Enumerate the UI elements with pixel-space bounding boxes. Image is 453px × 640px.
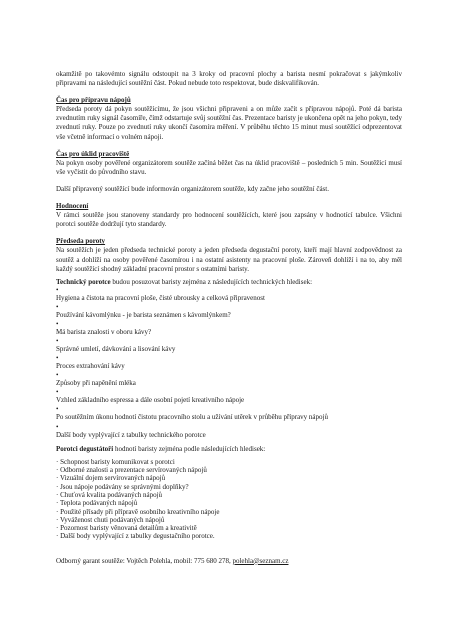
list-item: Správné umletí, dávkování a lisování kávy [56, 345, 176, 354]
list-item: Způsoby při napěnění mléka [56, 379, 136, 388]
footer-contact-text: Odborný garant soutěže: Vojtěch Polehla, mobil: 775 680 278, [56, 556, 233, 565]
technical-judges-lead-text: budou posuzovat baristy zejména z následujících technických hledisek: [110, 277, 313, 286]
list-item: Proces extrahování kávy [56, 362, 125, 371]
list-item: Další body vyplývající z tabulky technického porotce [56, 430, 206, 439]
heading-preparation-time: Čas pro přípravu nápojů [56, 96, 131, 105]
intro-paragraph: okamžitě po takovémto signálu odstoupit na 3 kroky od pracovní plochy a barista nesmí pokračovat s jakýmkoliv připravami na následující soutěžní část. Pokud nebude toto respektovat, bude diskvalifikován. [56, 70, 402, 88]
document-body [56, 70, 402, 566]
list-item: Hygiena a čistota na pracovní ploše, čisté ubrousky a celková připravenost [56, 293, 265, 302]
list-item: · Odborné znalosti a prezentace servírovaných nápojů [56, 466, 207, 475]
footer-contact [56, 557, 402, 566]
bullet-icon: • [56, 354, 59, 363]
list-item: Má barista znalosti v oboru kávy? [56, 327, 152, 336]
bullet-icon: • [56, 422, 59, 431]
list-item: · Jsou nápoje podávány se správnými doplňky? [56, 482, 189, 491]
technical-judges-label: Technický porotce [56, 277, 111, 286]
bullet-icon: • [56, 337, 59, 346]
technical-criteria-list [56, 287, 402, 440]
bullet-icon: • [56, 388, 59, 397]
sensory-criteria-list [56, 458, 402, 541]
list-item: · Schopnost baristy komunikovat s porotci [56, 457, 175, 466]
heading-cleanup-time: Čas pro úklid pracoviště [56, 149, 130, 158]
technical-judges-lead [56, 278, 402, 287]
list-item: · Teplota podávaných nápojů [56, 499, 138, 508]
list-item: · Vyváženost chuti podávaných nápojů [56, 515, 165, 524]
bullet-icon: • [56, 405, 59, 414]
evaluation-paragraph: V rámci soutěže jsou stanoveny standardy pro hodnocení soutěžících, které jsou zapsány v hodnotící tabulce. Všichni porotci soutěže dodržují tyto standardy. [56, 211, 402, 229]
email-link[interactable]: polehla@seznam.cz [232, 556, 289, 565]
list-item: · Další body vyplývající z tabulky degustačního porotce. [56, 532, 215, 541]
jury-chair-paragraph: Na soutěžích je jeden předseda technické poroty a jeden předseda degustační poroty, kteří mají hlavní zodpovědnost za soutěž a dohlíží na osoby pověřené časomírou i na ostatní asistenty na pracovní ploše. Zároveň dohlíží i na to, aby měl každý soutěžící shodný základní pracovní prostor s ostatními baristy. [56, 246, 402, 273]
list-item: · Vizuální dojem servírovaných nápojů [56, 474, 166, 483]
list-item: Vzhled základního espressa a dále osobní pojetí kreativního nápoje [56, 396, 245, 405]
list-item: · Pozornost baristy věnovaná detailům a kreativitě [56, 524, 197, 533]
list-item: Po soutěžním úkonu hodnotí čistotu pracovního stolu a užívání utěrek v průběhu přípravy nápojů [56, 413, 328, 422]
cleanup-time-paragraph: Na pokyn osoby pověřené organizátorem soutěže začíná běžet čas na úklid pracoviště – posledních 5 min. Soutěžící musí vše vyčistit do původního stavu. [56, 158, 402, 176]
bullet-icon: • [56, 302, 59, 311]
next-competitor-paragraph: Další připravený soutěžící bude informován organizátorem soutěže, kdy začne jeho soutěžní část. [56, 184, 329, 193]
heading-jury-chair: Předseda poroty [56, 237, 106, 246]
list-item: · Použité přísady při přípravě osobního kreativního nápoje [56, 507, 220, 516]
bullet-icon: • [56, 371, 59, 380]
heading-evaluation: Hodnocení [56, 202, 89, 211]
bullet-icon: • [56, 285, 59, 294]
list-item: · Chuťová kvalita podávaných nápojů [56, 490, 163, 499]
preparation-time-paragraph: Předseda poroty dá pokyn soutěžícímu, že jsou všichni připraveni a on může začít s přípravou nápojů. Poté dá barista zvednutím ruky signál časomíře, čímž odstartuje svůj soutěžní čas. Prezentace baristy je ukončena opět na jeho pokyn, tedy zvednutí ruky. Pouze po zvednutí ruky ukončí časomíra měření. V průběhu těchto 15 minut musí soutěžící odprezentovat vše včetně informací o volném nápoji. [56, 105, 403, 141]
list-item: Používání kávomlýnku - je barista seznámen s kávomlýnkem? [56, 310, 231, 319]
sensory-judges-lead [56, 445, 402, 454]
sensory-judges-label: Porotci degustátoři [56, 444, 114, 453]
bullet-icon: • [56, 319, 59, 328]
sensory-judges-lead-text: hodnotí baristy zejména podle následujících hledisek: [113, 444, 266, 453]
